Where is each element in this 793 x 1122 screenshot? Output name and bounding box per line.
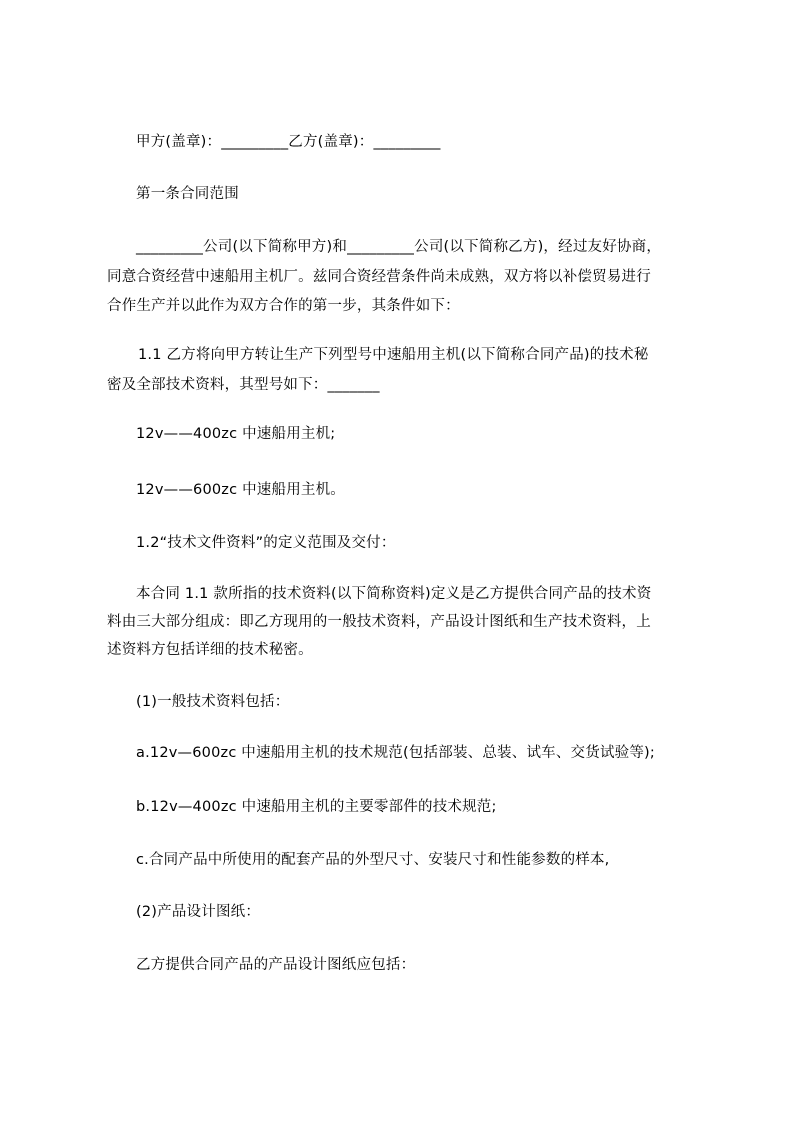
item-a: a.12v—600zc 中速船用主机的技术规范(包括部装、总装、试车、交货试验等); [136,745,655,761]
model-600-item: 12v——600zc 中速船用主机。 [136,482,345,498]
clause-1-2-title: 1.2“技术文件资料”的定义范围及交付： [136,535,396,551]
scope-paragraph-line-3: 合作生产并以此作为双方合作的第一步，其条件如下： [107,298,460,314]
scope-paragraph-line-2: 同意合资经营中速船用主机厂。兹同合资经营条件尚未成熟，双方将以补偿贸易进行 [107,269,651,285]
clause-1-2-body-line-1: 本合同 1.1 款所指的技术资料(以下简称资料)定义是乙方提供合同产品的技术资 [136,586,652,602]
item-2-body: 乙方提供合同产品的产品设计图纸应包括： [136,957,416,973]
item-b: b.12v—400zc 中速船用主机的主要零部件的技术规范; [136,799,497,815]
item-1-title: (1)一般技术资料包括： [136,694,290,710]
article-1-title: 第一条合同范围 [136,186,239,202]
signature-line: 甲方(盖章)：_________乙方(盖章)：_________ [136,134,441,150]
clause-1-2-body-line-2: 料由三大部分组成：即乙方现用的一般技术资料，产品设计图纸和生产技术资料，上 [107,614,651,630]
clause-1-2-body-line-3: 述资料方包括详细的技术秘密。 [107,642,313,658]
clause-1-1-line-2: 密及全部技术资料，其型号如下：_______ [107,377,380,393]
model-400-item: 12v——400zc 中速船用主机; [136,426,336,442]
clause-1-1-line-1: 1.1 乙方将向甲方转让生产下列型号中速船用主机(以下简称合同产品)的技术秘 [138,347,649,363]
item-2-title: (2)产品设计图纸： [136,904,261,920]
scope-paragraph-line-1: _________公司(以下简称甲方)和_________公司(以下简称乙方)，经过友好协商， [136,239,662,255]
item-c: c.合同产品中所使用的配套产品的外型尺寸、安装尺寸和性能参数的样本, [136,852,610,868]
